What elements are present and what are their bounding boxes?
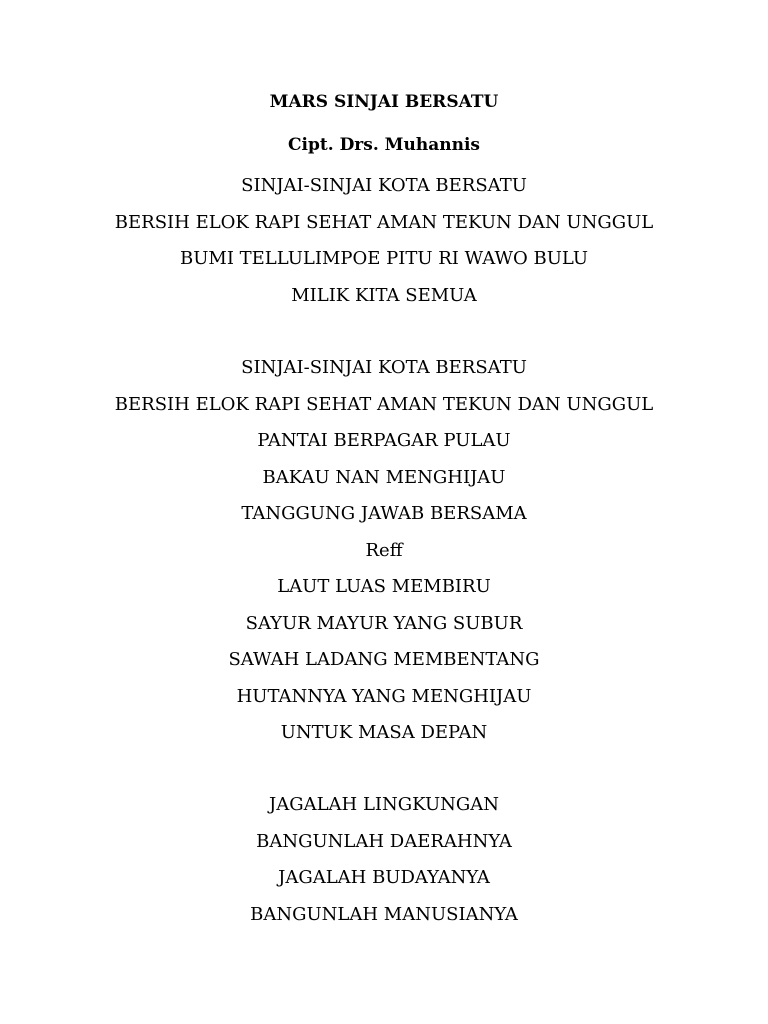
lyric-line: MILIK KITA SEMUA [291, 284, 477, 306]
refrain-label: Reff [365, 539, 403, 561]
lyric-line: SINJAI-SINJAI KOTA BERSATU [241, 175, 527, 196]
stanza-1 [0, 168, 768, 314]
lyric-line: JAGALAH BUDAYANYA [278, 867, 490, 888]
lyric-line: TANGGUNG JAWAB BERSAMA [241, 503, 527, 524]
lyric-line: BAKAU NAN MENGHIJAU [262, 466, 506, 488]
lyric-line: UNTUK MASA DEPAN [280, 722, 488, 743]
lyric-line: BERSIH ELOK RAPI SEHAT AMAN TEKUN DAN UNGGUL [114, 211, 654, 233]
lyric-line: BERSIH ELOK RAPI SEHAT AMAN TEKUN DAN UNGGUL [114, 393, 654, 415]
lyric-line: BUMI TELLULIMPOE PITU RI WAWO BULU [179, 248, 588, 269]
lyric-line: PANTAI BERPAGAR PULAU [257, 430, 511, 451]
lyric-line: HUTANNYA YANG MENGHIJAU [236, 685, 532, 707]
lyric-line: BANGUNLAH MANUSIANYA [250, 903, 518, 925]
lyric-line: BANGUNLAH DAERAHNYA [256, 830, 512, 852]
lyric-line: JAGALAH LINGKUNGAN [268, 794, 499, 815]
lyric-line: LAUT LUAS MEMBIRU [277, 576, 491, 597]
song-title: MARS SINJAI BERSATU [269, 92, 499, 112]
lyric-line: SAWAH LADANG MEMBENTANG [228, 649, 540, 670]
stanza-2 [0, 350, 768, 752]
lyric-line: SINJAI-SINJAI KOTA BERSATU [241, 357, 527, 378]
lyric-line: SAYUR MAYUR YANG SUBUR [245, 612, 523, 634]
song-composer: Cipt. Drs. Muhannis [288, 135, 480, 155]
stanza-3 [0, 787, 768, 933]
